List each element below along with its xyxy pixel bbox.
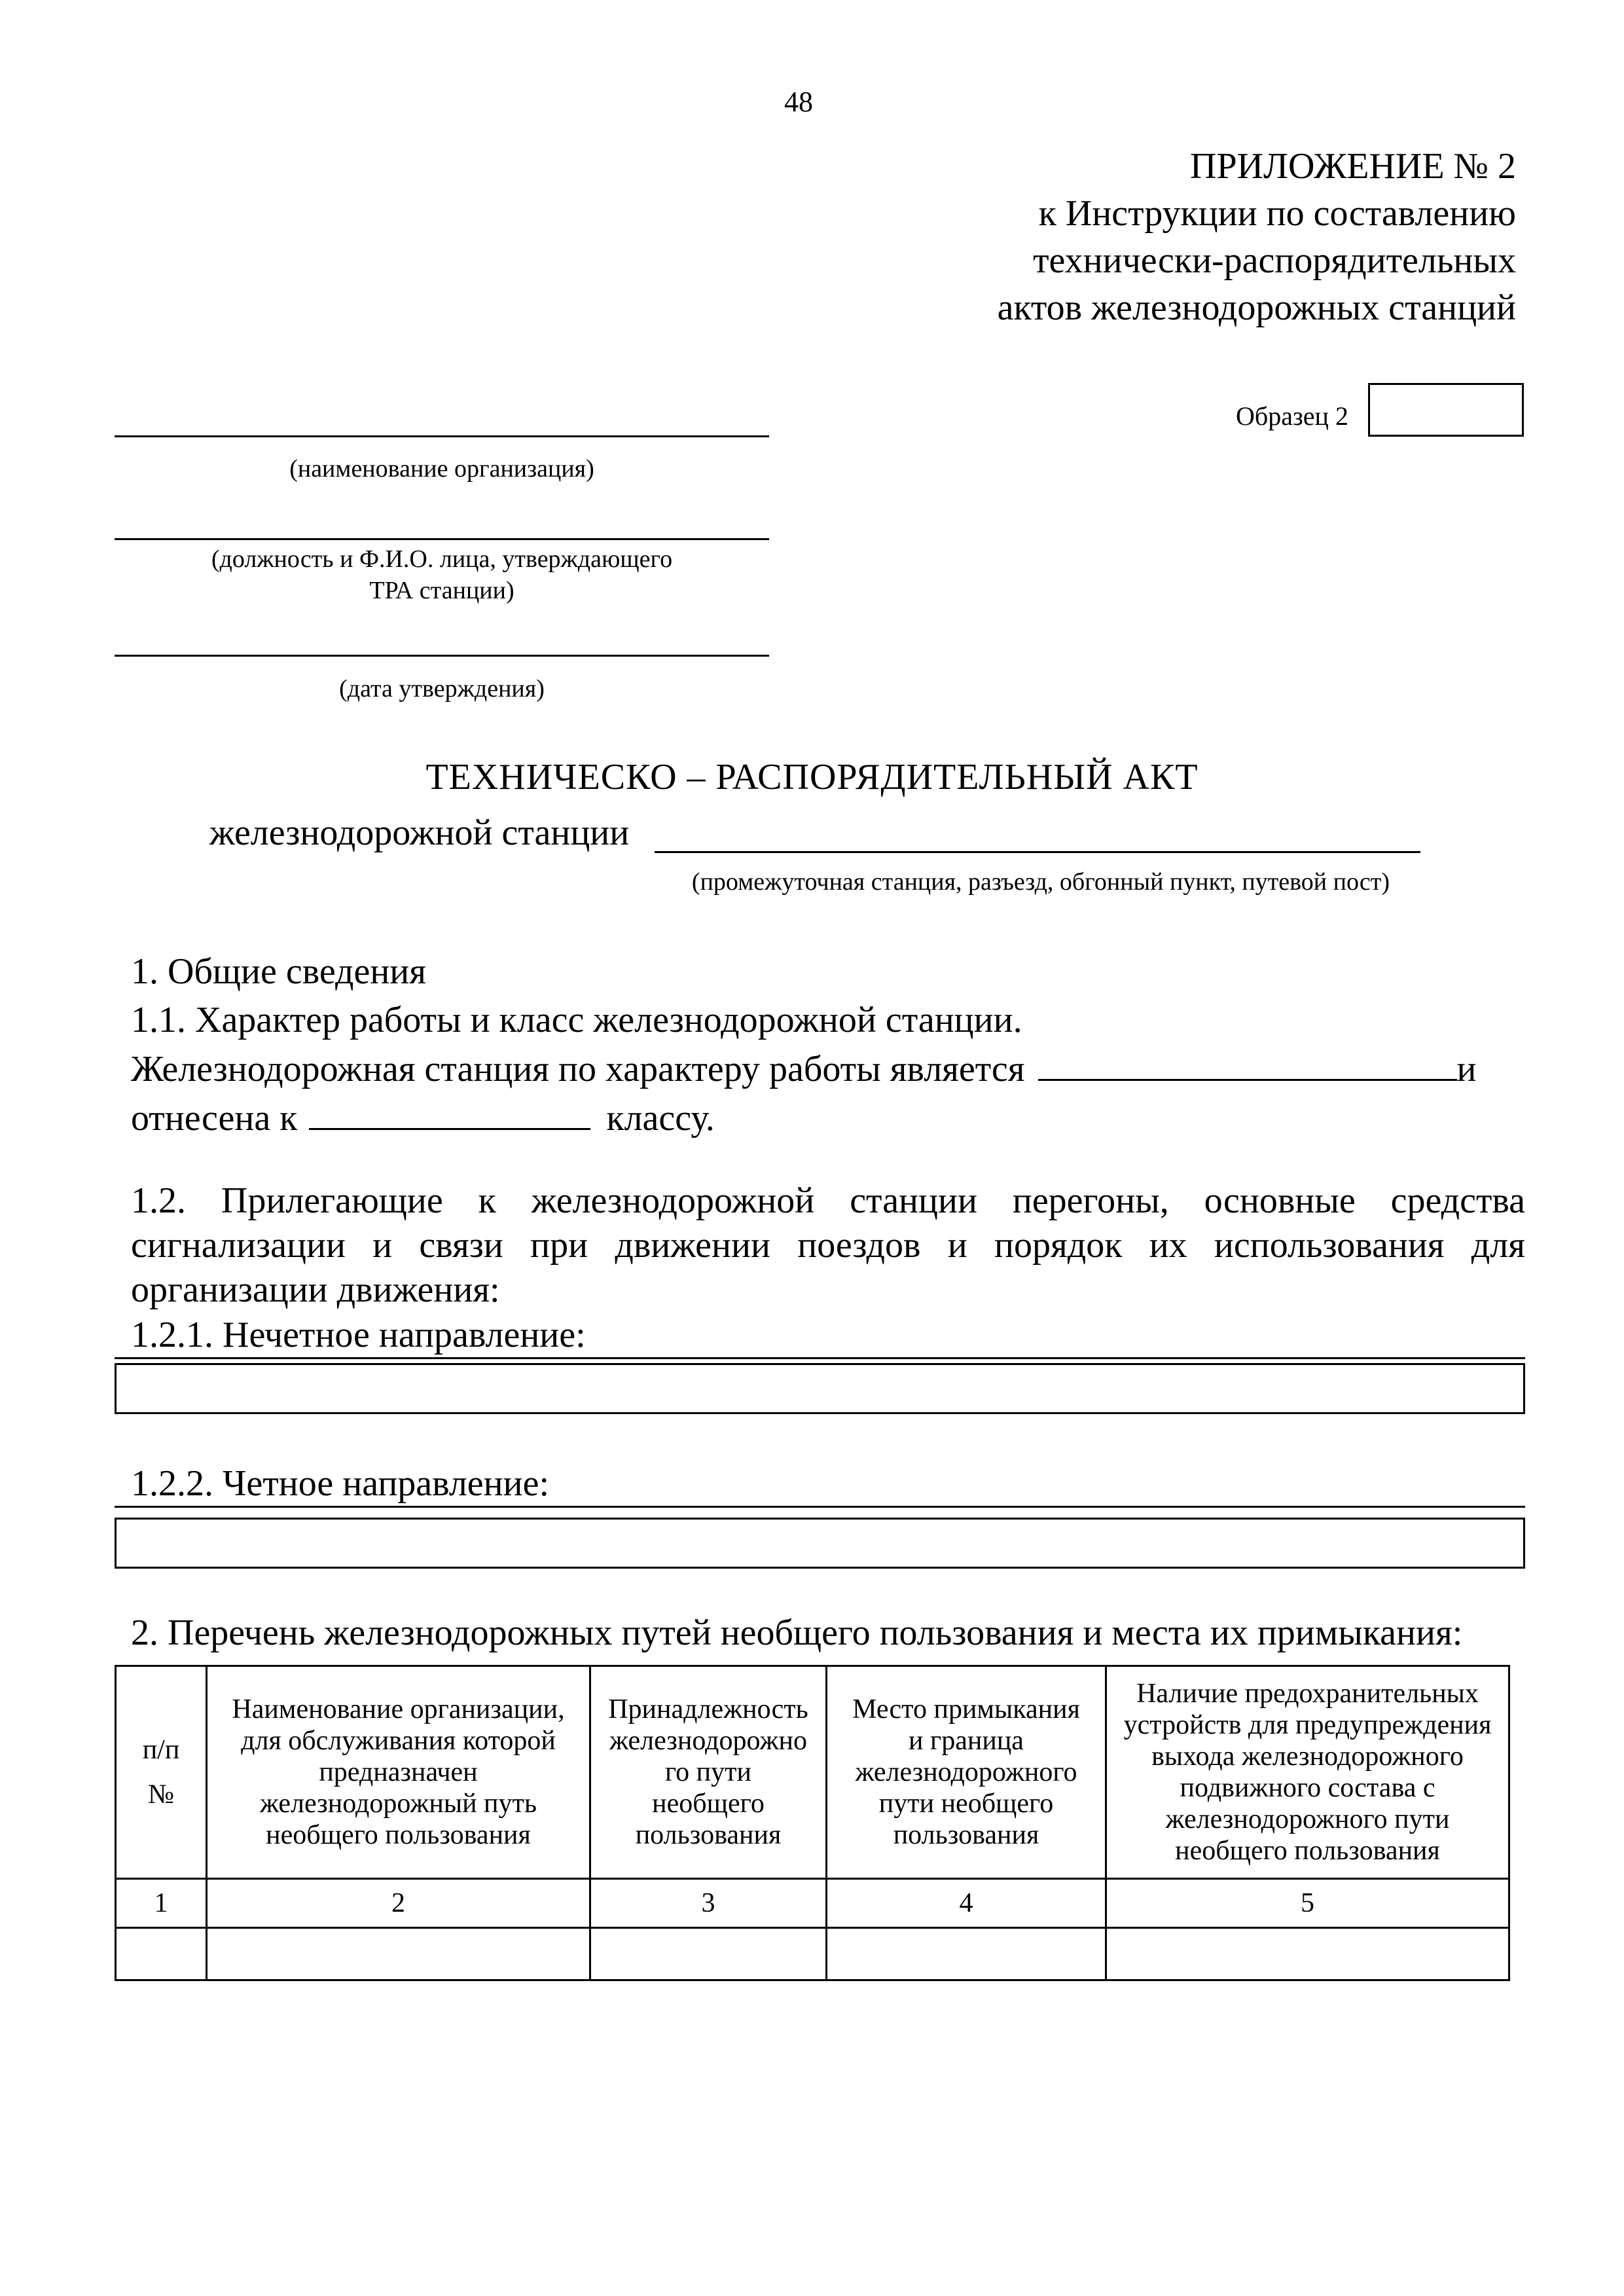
header-col-organization <box>207 1666 590 1879</box>
header-text-line: для обслуживания которой <box>241 1726 556 1756</box>
assigned-to-text: отнесена к <box>131 1098 298 1139</box>
header-text-line: пользования <box>635 1820 782 1850</box>
odd-direction-field[interactable] <box>115 1363 1525 1414</box>
header-text-line: го пути <box>665 1757 751 1787</box>
station-name-field-line[interactable] <box>655 851 1420 853</box>
header-text-line: пути необщего <box>878 1789 1054 1819</box>
approval-date-caption: (дата утверждения) <box>339 675 545 702</box>
even-direction-label: 1.2.2. Четное направление: <box>131 1463 549 1504</box>
work-type-text: Железнодорожная станция по характеру работы является <box>131 1049 1025 1089</box>
approver-caption-line-2: ТРА станции) <box>369 577 514 604</box>
section-1-heading: 1. Общие сведения <box>131 951 427 992</box>
page-number: 48 <box>784 86 813 118</box>
header-number-line-2: № <box>147 1779 175 1810</box>
header-text-line: предназначен <box>319 1757 478 1787</box>
approval-date-field-line[interactable] <box>115 655 769 657</box>
appendix-line-2: к Инструкции по составлению <box>1038 193 1516 234</box>
appendix-title: ПРИЛОЖЕНИЕ № 2 <box>1190 146 1516 187</box>
and-text: и <box>1456 1049 1477 1089</box>
odd-direction-label: 1.2.1. Нечетное направление: <box>131 1315 586 1355</box>
approver-caption <box>115 543 769 606</box>
header-text-line: необщего <box>652 1789 765 1819</box>
header-col-junction <box>827 1666 1106 1879</box>
station-type-caption: (промежуточная станция, разъезд, обгонный пункт, путевой пост) <box>691 868 1390 896</box>
appendix-header <box>998 143 1516 331</box>
column-number-cell: 5 <box>1106 1879 1509 1928</box>
column-number-cell: 2 <box>207 1879 590 1928</box>
document-title: ТЕХНИЧЕСКО – РАСПОРЯДИТЕЛЬНЫЙ АКТ <box>425 757 1199 797</box>
header-col-ownership <box>590 1666 827 1879</box>
table-cell[interactable] <box>116 1928 207 1980</box>
organization-caption: (наименование организация) <box>289 455 594 483</box>
header-text-line: выхода железнодорожного <box>1151 1741 1464 1772</box>
organization-field-line[interactable] <box>115 435 769 437</box>
column-number-cell: 3 <box>590 1879 827 1928</box>
station-class-field-line[interactable] <box>309 1091 590 1130</box>
appendix-line-4: актов железнодорожных станций <box>997 287 1516 328</box>
header-text-line: устройств для предупреждения <box>1123 1710 1492 1740</box>
header-text-line: Наименование организации, <box>232 1694 565 1724</box>
header-text-line: подвижного состава с <box>1180 1773 1435 1803</box>
work-type-field-line[interactable] <box>1038 1042 1457 1081</box>
section-1-1-heading: 1.1. Характер работы и класс железнодорожной станции. <box>131 1000 1022 1040</box>
header-text-line: Наличие предохранительных <box>1136 1679 1479 1709</box>
header-text-line: железнодорожно <box>609 1726 807 1756</box>
sidings-table <box>115 1665 1510 1981</box>
even-direction-underline <box>115 1506 1525 1508</box>
column-number-row <box>116 1879 1509 1928</box>
even-direction-field[interactable] <box>115 1518 1525 1569</box>
header-text-line: пользования <box>893 1820 1039 1850</box>
station-label: железнодорожной станции <box>209 812 630 853</box>
section-1-2-text: 1.2. Прилегающие к железнодорожной станции перегоны, основные средства сигнализации и связи при движении поездов и порядок их использования для организации движения: <box>131 1180 1525 1310</box>
header-number-line-1: п/п <box>142 1735 180 1765</box>
header-text-line: Место примыкания <box>852 1694 1080 1724</box>
table-cell[interactable] <box>827 1928 1106 1980</box>
class-text: классу. <box>606 1098 715 1139</box>
header-text-line: необщего пользования <box>1175 1836 1440 1866</box>
table-header-row <box>116 1666 1509 1879</box>
header-text-line: железнодорожный путь <box>259 1789 537 1819</box>
section-1-1-text <box>131 1042 1525 1140</box>
table-cell[interactable] <box>207 1928 590 1980</box>
header-text-line: железнодорожного пути <box>1165 1804 1450 1834</box>
section-2-heading: 2. Перечень железнодорожных путей необщего пользования и места их примыкания: <box>131 1613 1463 1653</box>
table-row <box>116 1928 1509 1980</box>
table-cell[interactable] <box>1106 1928 1509 1980</box>
header-col-number <box>116 1666 207 1879</box>
table-cell[interactable] <box>590 1928 827 1980</box>
odd-direction-underline <box>115 1357 1525 1359</box>
appendix-line-3: технически-распорядительных <box>1033 240 1516 281</box>
header-text-line: и граница <box>909 1726 1024 1756</box>
header-text-line: Принадлежность <box>608 1694 808 1724</box>
column-number-cell: 4 <box>827 1879 1106 1928</box>
sample-number-box[interactable] <box>1368 383 1524 437</box>
header-text-line: железнодорожного <box>855 1757 1077 1787</box>
approver-caption-line-1: (должность и Ф.И.О. лица, утверждающего <box>211 545 673 573</box>
sample-label: Образец 2 <box>1236 401 1348 431</box>
approver-field-line[interactable] <box>115 538 769 540</box>
header-col-safety-devices <box>1106 1666 1509 1879</box>
header-text-line: необщего пользования <box>266 1820 531 1850</box>
column-number-cell: 1 <box>116 1879 207 1928</box>
